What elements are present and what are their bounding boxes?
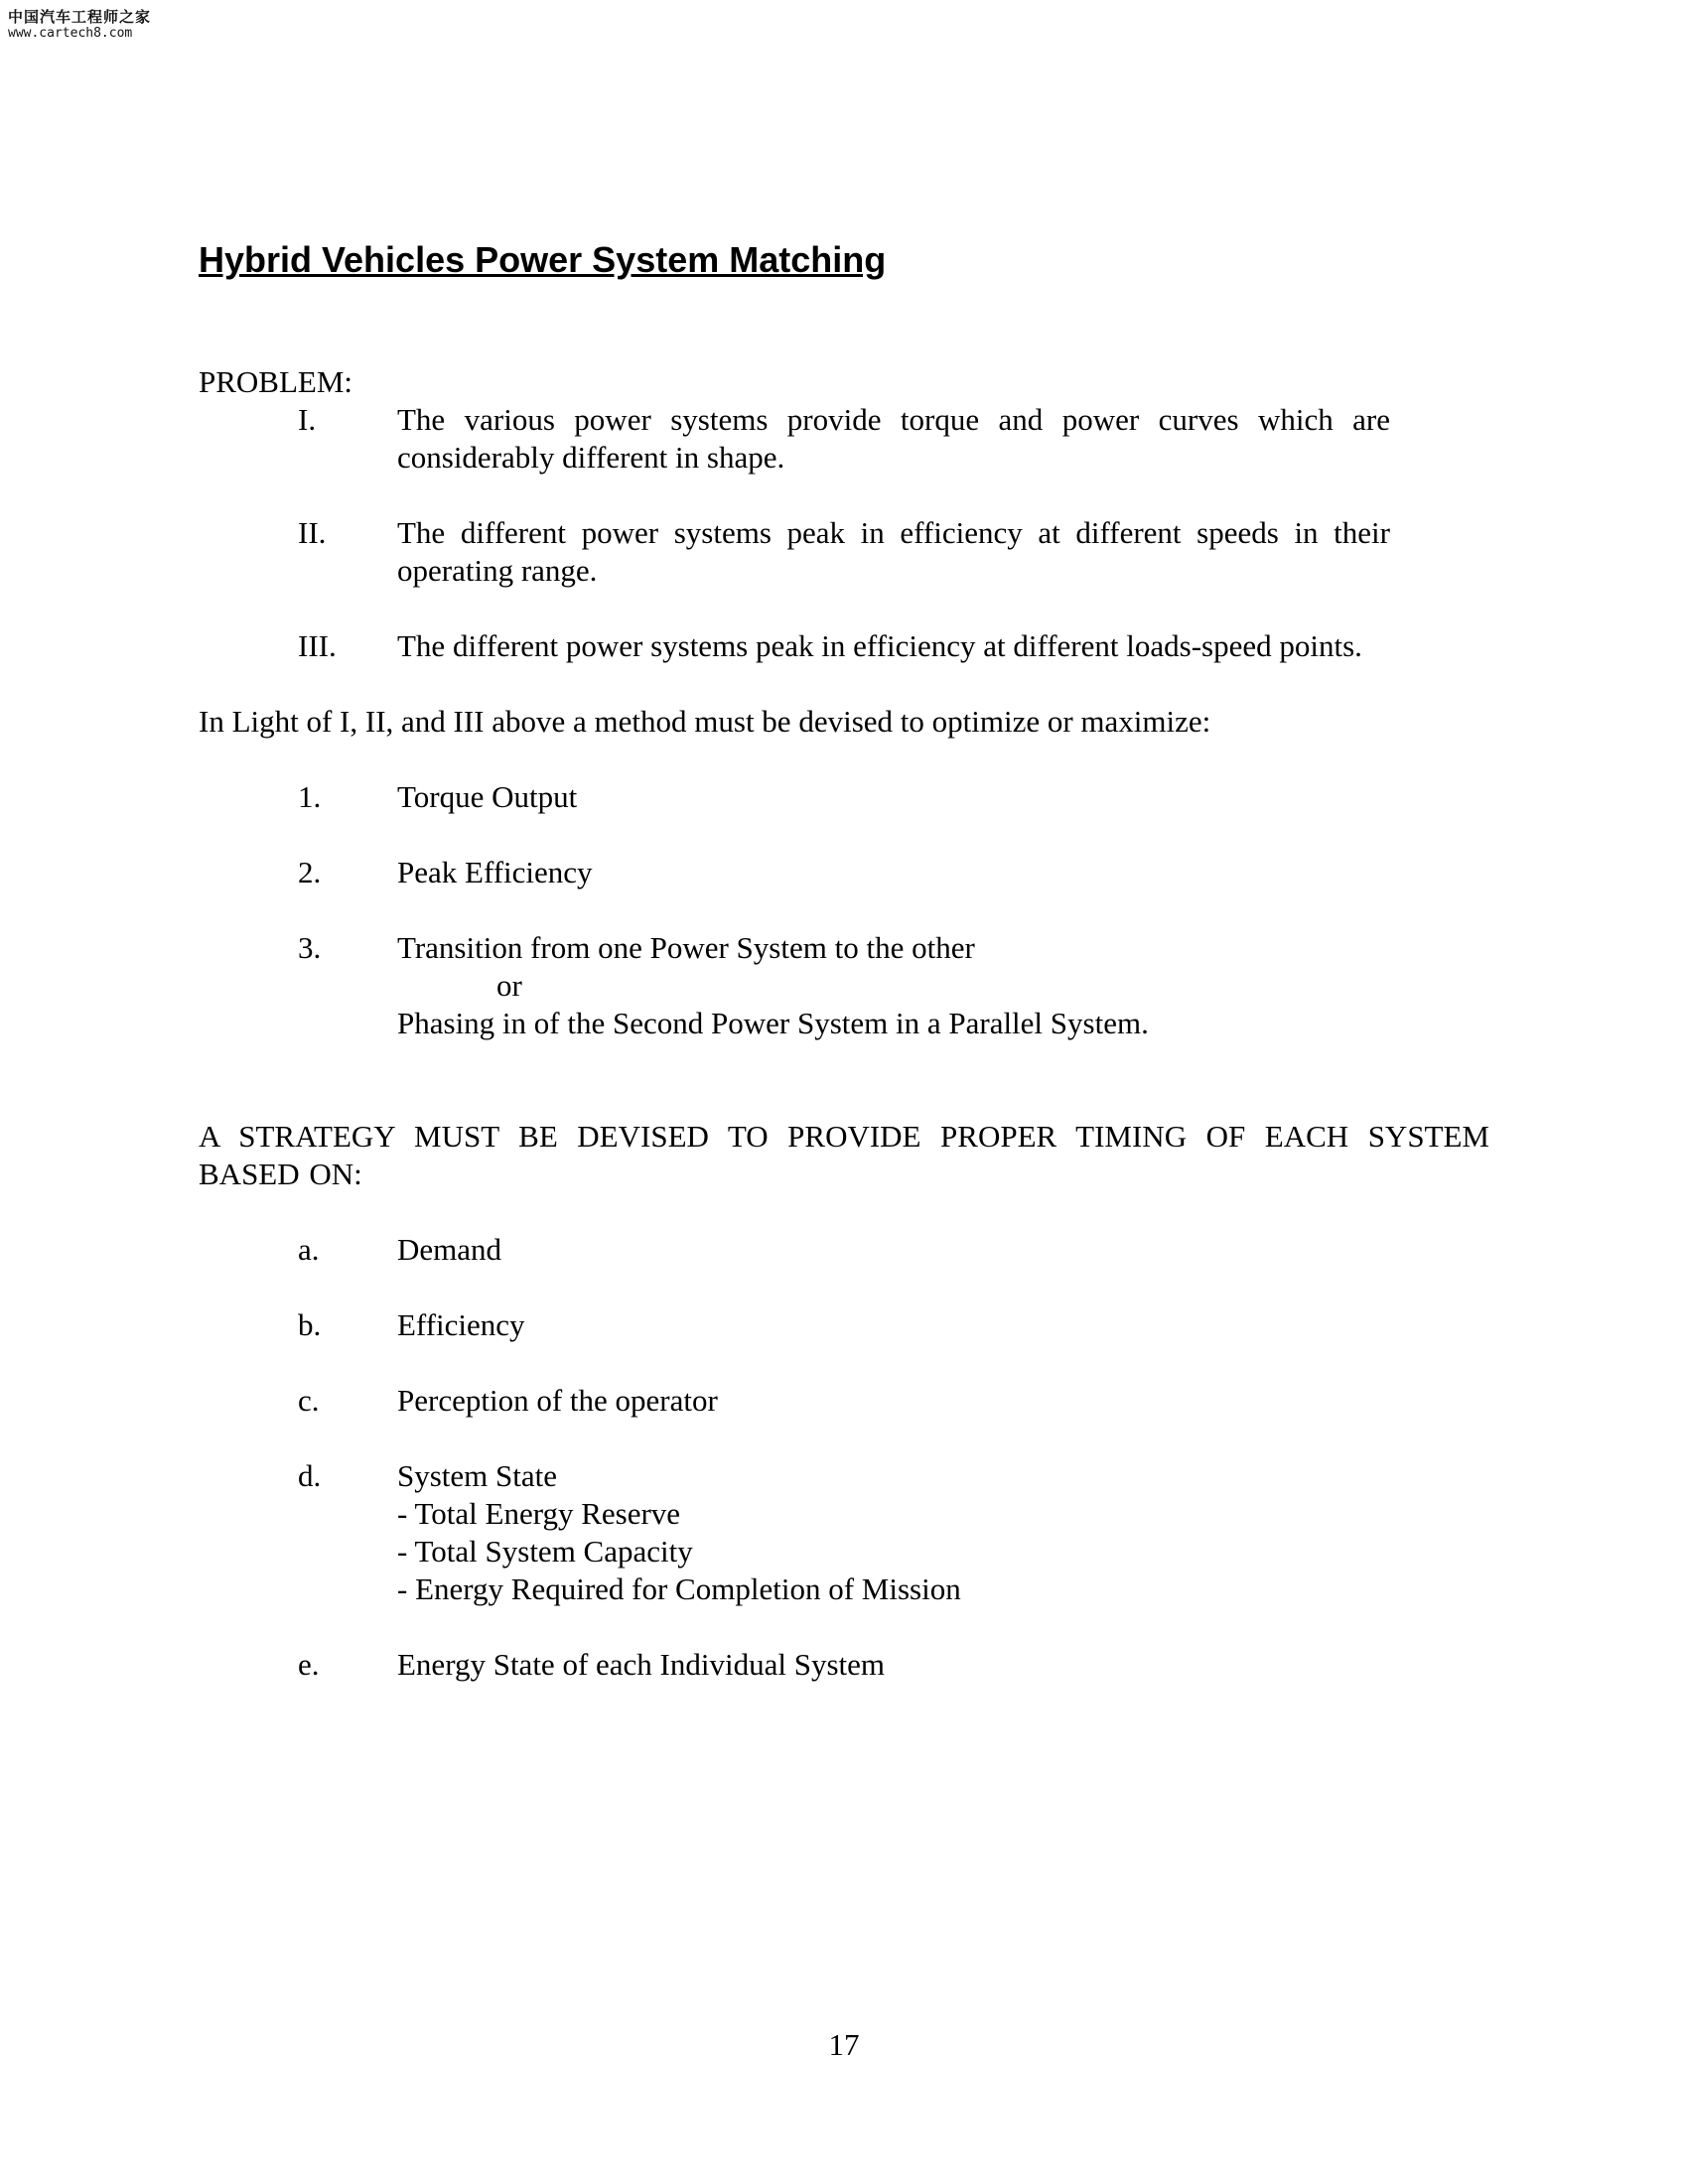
criteria-item <box>199 1306 1489 1344</box>
page-title-text: Hybrid Vehicles Power System Matching <box>199 239 887 280</box>
criteria-subitem: - Total System Capacity <box>397 1534 693 1569</box>
criteria-letter: a. <box>298 1232 320 1267</box>
watermark <box>8 8 151 42</box>
problem-item <box>199 627 1489 665</box>
goal-item <box>199 778 1489 816</box>
goal-or: or <box>496 968 522 1003</box>
goal-number: 1. <box>298 779 322 814</box>
page-title <box>199 238 1489 282</box>
criteria-letter: d. <box>298 1458 322 1493</box>
problem-item <box>199 401 1489 477</box>
criteria-text <box>397 1457 1390 1608</box>
criteria-letter: c. <box>298 1383 320 1418</box>
goal-text <box>397 929 1390 1042</box>
criteria-item <box>199 1457 1489 1608</box>
problem-number: I. <box>298 402 317 437</box>
criteria-item <box>199 1646 1489 1684</box>
document-page <box>199 238 1489 1721</box>
watermark-url: www.cartech8.com <box>8 26 133 41</box>
goal-line: Transition from one Power System to the other <box>397 930 975 965</box>
intro-paragraph: In Light of I, II, and III above a method must be devised to optimize or maximize: <box>199 704 1211 739</box>
goal-item <box>199 929 1489 1042</box>
criteria-subitem: - Energy Required for Completion of Mission <box>397 1571 961 1606</box>
criteria-text: Perception of the operator <box>397 1383 718 1418</box>
problem-text: The different power systems peak in efficiency at different speeds in their operating range. <box>397 515 1390 588</box>
problem-label: PROBLEM: <box>199 364 353 399</box>
criteria-text: Energy State of each Individual System <box>397 1647 886 1682</box>
criteria-item <box>199 1231 1489 1269</box>
criteria-letter: b. <box>298 1307 322 1342</box>
criteria-text: Efficiency <box>397 1307 525 1342</box>
problem-item <box>199 514 1489 590</box>
goal-text: Peak Efficiency <box>397 855 593 889</box>
goal-number: 3. <box>298 930 322 965</box>
goal-text: Torque Output <box>397 779 578 814</box>
page-number: 17 <box>828 2027 860 2062</box>
goal-item <box>199 854 1489 891</box>
goal-line: Phasing in of the Second Power System in a Parallel System. <box>397 1006 1149 1040</box>
criteria-item <box>199 1382 1489 1420</box>
problem-text: The various power systems provide torque and power curves which are considerably different in shape. <box>397 402 1390 475</box>
criteria-text: Demand <box>397 1232 502 1267</box>
watermark-site-name: 中国汽车工程师之家 <box>8 8 152 26</box>
criteria-heading: System State <box>397 1458 558 1493</box>
criteria-subitem: - Total Energy Reserve <box>397 1496 681 1531</box>
problem-text: The different power systems peak in efficiency at different loads-speed points. <box>397 628 1362 663</box>
criteria-letter: e. <box>298 1647 320 1682</box>
problem-number: II. <box>298 515 327 550</box>
problem-number: III. <box>298 628 337 663</box>
goal-number: 2. <box>298 855 322 889</box>
strategy-paragraph: A STRATEGY MUST BE DEVISED TO PROVIDE PROPER TIMING OF EACH SYSTEM BASED ON: <box>199 1119 1489 1191</box>
